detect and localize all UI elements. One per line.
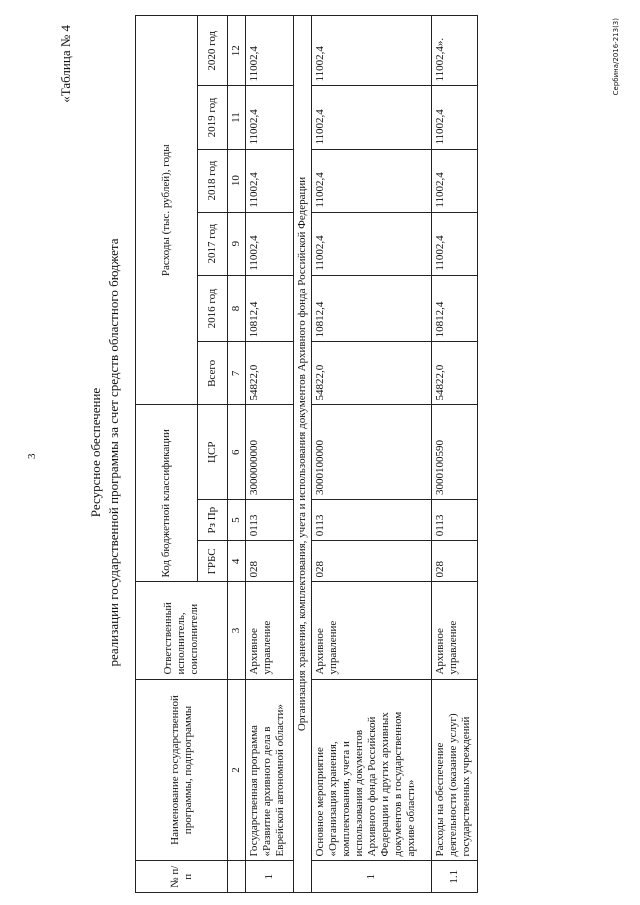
resource-table [135,15,478,893]
col-number-12: 12 [228,16,246,86]
row-2016: 10812,4 [312,275,432,342]
header-2017: 2017 год [198,212,228,275]
row-total: 54822,0 [246,342,294,405]
row-2018: 11002,4 [312,149,432,212]
row-executor: Архивное управление [432,582,478,679]
row-num: 1 [312,861,432,893]
row-total: 54822,0 [432,342,478,405]
row-name: Государственная программа «Развитие архивного дела в Еврейской автономной области» [246,679,294,861]
section-title: Организация хранения, комплектования, учета и использования документов Архивного фонда Российской Федерации [294,16,312,893]
col-number-8: 8 [228,275,246,342]
col-number-3: 3 [228,582,246,679]
row-2018: 11002,4 [432,149,478,212]
row-executor: Архивное управление [312,582,432,679]
row-grbs: 028 [432,541,478,582]
table-row [432,16,478,893]
col-number-7: 7 [228,342,246,405]
row-name: Основное мероприятие «Организация хранения, комплектования, учета и использования документов Архивного фонда Российской Федерации и других архивных документов в государственном архиве области» [312,679,432,861]
row-2018: 11002,4 [246,149,294,212]
table-row [312,16,432,893]
header-2019: 2019 год [198,86,228,149]
row-total: 54822,0 [312,342,432,405]
row-2019: 11002,4 [246,86,294,149]
row-name: Расходы на обеспечение деятельности (оказание услуг) государственных учреждений [432,679,478,861]
header-rzpr: Рз Пр [198,500,228,541]
col-number-2: 2 [228,679,246,861]
footer-code: Сербина/2016-213(3) [612,18,620,96]
header-grbs: ГРБС [198,541,228,582]
header-name: Наименование государственной программы, подпрограммы [136,679,228,861]
row-rzpr: 0113 [432,500,478,541]
row-rzpr: 0113 [246,500,294,541]
header-total: Всего [198,342,228,405]
col-number-11: 11 [228,86,246,149]
row-2020: 11002,4». [432,16,478,86]
row-2020: 11002,4 [312,16,432,86]
header-executor: Ответственный исполнитель, соисполнители [136,582,228,679]
col-number-4: 4 [228,541,246,582]
section-row [294,16,312,893]
row-csr: 3000100000 [312,405,432,500]
header-budget-code: Код бюджетной классификации [136,405,198,582]
row-executor: Архивное управление [246,582,294,679]
header-2020: 2020 год [198,16,228,86]
header-num: № п/п [136,861,228,893]
column-number-row [228,16,246,893]
col-number-5: 5 [228,500,246,541]
row-2020: 11002,4 [246,16,294,86]
table-row [246,16,294,893]
row-2017: 11002,4 [312,212,432,275]
col-number-1 [228,861,246,893]
row-2017: 11002,4 [246,212,294,275]
col-number-10: 10 [228,149,246,212]
row-2017: 11002,4 [432,212,478,275]
row-num: 1.1 [432,861,478,893]
row-2016: 10812,4 [432,275,478,342]
row-rzpr: 0113 [312,500,432,541]
row-num: 1 [246,861,294,893]
table-label: «Таблица № 4 [58,25,73,103]
row-2019: 11002,4 [432,86,478,149]
header-2016: 2016 год [198,275,228,342]
row-csr: 3000100590 [432,405,478,500]
document-subtitle: реализации государственной программы за счет средств областного бюджета [106,238,121,667]
row-grbs: 028 [312,541,432,582]
header-expenses: Расходы (тыс. рублей), годы [136,16,198,405]
row-grbs: 028 [246,541,294,582]
page-number: 3 [26,453,38,459]
header-2018: 2018 год [198,149,228,212]
col-number-6: 6 [228,405,246,500]
document-title: Ресурсное обеспечение [88,387,103,518]
header-csr: ЦСР [198,405,228,500]
row-2019: 11002,4 [312,86,432,149]
row-2016: 10812,4 [246,275,294,342]
col-number-9: 9 [228,212,246,275]
row-csr: 3000000000 [246,405,294,500]
